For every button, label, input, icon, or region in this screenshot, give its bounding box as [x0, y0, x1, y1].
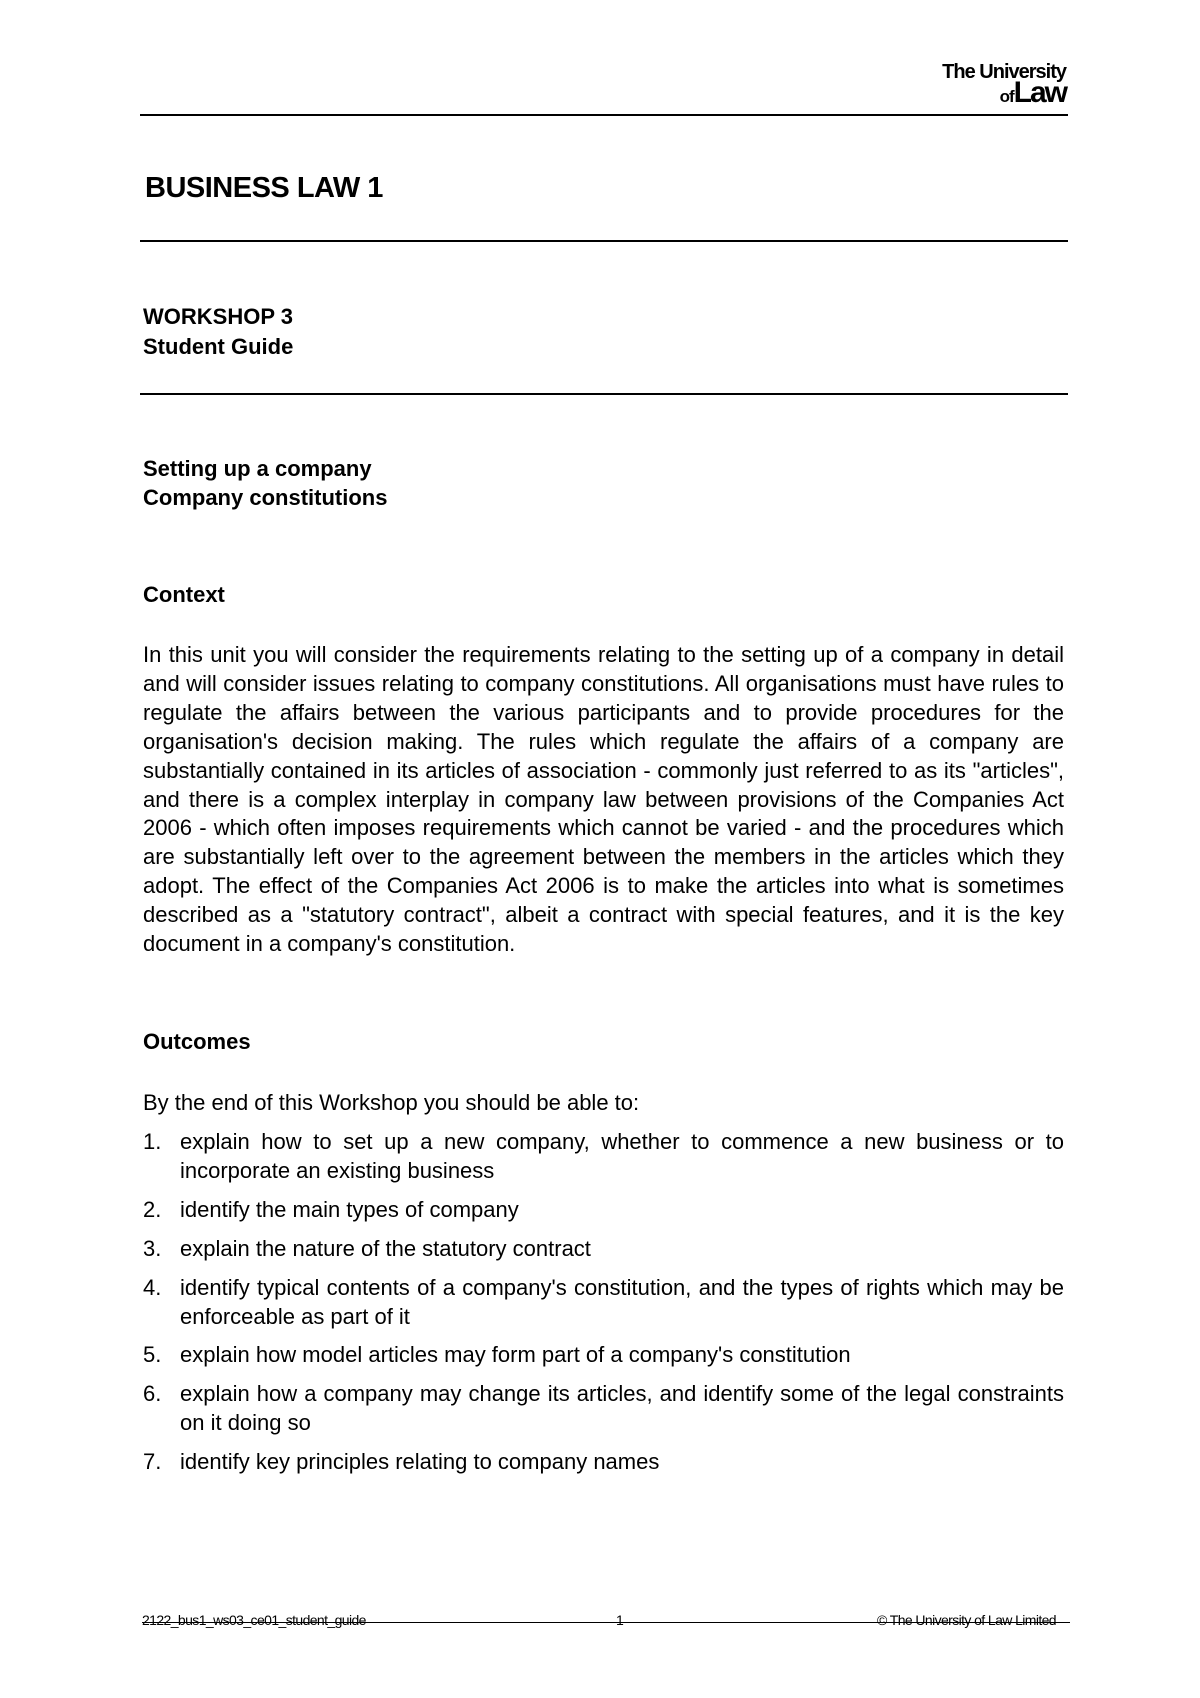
outcome-number: 2. [143, 1196, 162, 1222]
outcome-item [143, 1380, 1064, 1438]
document-title: BUSINESS LAW 1 [145, 172, 383, 204]
context-heading: Context [143, 582, 225, 607]
outcome-number: 5. [143, 1342, 162, 1368]
outcome-number: 4. [143, 1274, 162, 1300]
context-paragraph: In this unit you will consider the requirements relating to the setting up of a company in detail and will consider issues relating to company constitutions. All organisations must have rules to regulate the affairs between the various participants and to provide procedures for the organisation's decision making. The rules which regulate the affairs of a company are substantially contained in its articles of association - commonly just referred to as its "articles", and there is a complex interplay in company law between provisions of the Companies Act 2006 - which often imposes requirements which cannot be varied - and the procedures which are substantially left over to the agreement between the members in the articles which they adopt. The effect of the Companies Act 2006 is to make the articles into what is sometimes described as a "statutory contract", albeit a contract with special features, and it is the key document in a company's constitution. [143, 642, 1064, 957]
outcome-number: 7. [143, 1449, 162, 1475]
footer-copyright: © The University of Law Limited [877, 1612, 1056, 1628]
outcomes-heading: Outcomes [143, 1029, 251, 1054]
outcome-number: 6. [143, 1381, 162, 1407]
outcome-item [143, 1274, 1064, 1332]
header-rule-bottom [140, 240, 1068, 242]
outcome-item [143, 1341, 1064, 1370]
outcome-item [143, 1196, 1064, 1225]
outcome-text: identify the main types of company [180, 1196, 519, 1222]
outcome-text: identify key principles relating to company names [180, 1449, 660, 1475]
logo-of: of [999, 87, 1014, 106]
outcome-text: explain how a company may change its articles, and identify some of the legal constraints on it doing so [180, 1381, 1064, 1436]
workshop-rule [140, 393, 1068, 395]
university-of-law-logo [942, 62, 1066, 108]
logo-law: Law [1013, 76, 1066, 109]
header-rule-top [140, 114, 1068, 116]
outcomes-list [143, 1128, 1064, 1487]
outcome-item [143, 1128, 1064, 1186]
footer-page-number: 1 [616, 1612, 624, 1628]
outcome-item [143, 1448, 1064, 1477]
footer-doc-id: 2122_bus1_ws03_ce01_student_guide [142, 1612, 366, 1628]
outcome-number: 1. [143, 1129, 162, 1154]
outcome-text: explain how to set up a new company, whether to commence a new business or to incorporate an existing business [180, 1129, 1064, 1183]
outcomes-intro: By the end of this Workshop you should be able to: [143, 1090, 640, 1115]
workshop-guide-type: Student Guide [143, 334, 294, 359]
outcome-text: identify typical contents of a company's constitution, and the types of rights which may be enforceable as part of it [180, 1274, 1064, 1329]
logo-line-1: The University [942, 61, 1066, 83]
workshop-number: WORKSHOP 3 [143, 304, 293, 329]
outcome-text: explain the nature of the statutory contract [180, 1235, 591, 1261]
page-footer [142, 1612, 1070, 1632]
outcome-number: 3. [143, 1235, 162, 1261]
footer-rule [142, 1622, 1070, 1623]
outcome-text: explain how model articles may form part of a company's constitution [180, 1342, 851, 1368]
outcome-item [143, 1235, 1064, 1264]
topic-line-1: Setting up a company [143, 456, 372, 481]
topic-line-2: Company constitutions [143, 485, 388, 510]
